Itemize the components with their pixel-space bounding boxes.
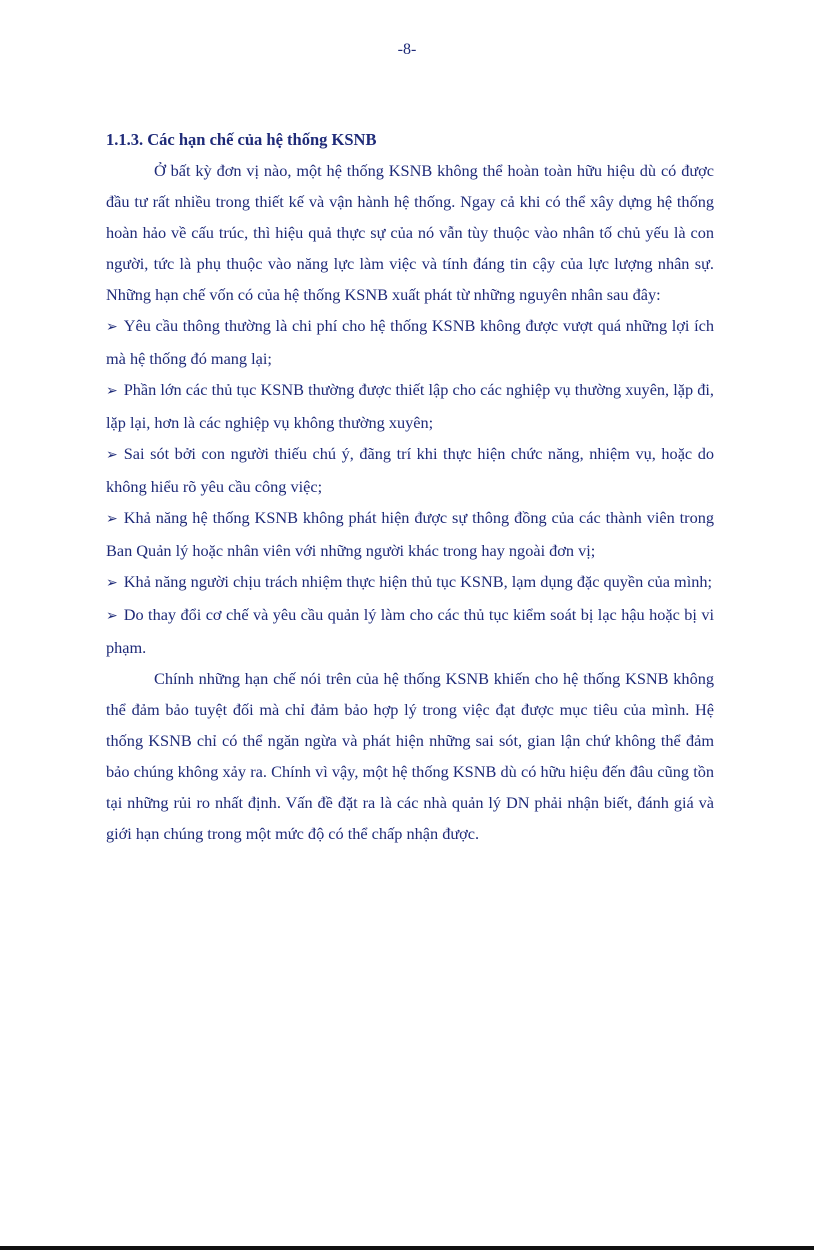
- arrow-bullet-icon: ➢: [106, 320, 118, 335]
- bullet-text: Khả năng người chịu trách nhiệm thực hiện thủ tục KSNB, lạm dụng đặc quyền của mình;: [123, 572, 713, 591]
- arrow-bullet-icon: ➢: [106, 576, 118, 591]
- bullet-text: Yêu cầu thông thường là chi phí cho hệ thống KSNB không được vượt quá những lợi ích mà hệ thống đó mang lại;: [106, 316, 714, 368]
- intro-paragraph: Ở bất kỳ đơn vị nào, một hệ thống KSNB không thể hoàn toàn hữu hiệu dù có được đầu tư rất nhiều trong thiết kế và vận hành hệ thống. Ngay cả khi có thể xây dựng hệ thống hoàn hảo về cấu trúc, thì hiệu quả thực sự của nó vẫn tùy thuộc vào nhân tố chủ yếu là con người, tức là phụ thuộc vào năng lực làm việc và tính đáng tin cậy của lực lượng nhân sự. Những hạn chế vốn có của hệ thống KSNB xuất phát từ những nguyên nhân sau đây:: [106, 161, 714, 304]
- arrow-bullet-icon: ➢: [106, 384, 118, 399]
- bullet-item: [106, 438, 714, 502]
- page-number: -8-: [397, 41, 417, 58]
- bullet-item: [106, 566, 714, 599]
- bullet-text: Phần lớn các thủ tục KSNB thường được thiết lập cho các nghiệp vụ thường xuyên, lặp đi, lặp lại, hơn là các nghiệp vụ không thường xuyên;: [106, 380, 714, 432]
- bullet-text: Do thay đổi cơ chế và yêu cầu quản lý làm cho các thủ tục kiểm soát bị lạc hậu hoặc bị vi phạm.: [106, 605, 714, 657]
- bottom-border: [0, 1246, 814, 1250]
- bullet-item: [106, 502, 714, 566]
- bullet-text: Khả năng hệ thống KSNB không phát hiện được sự thông đồng của các thành viên trong Ban Quản lý hoặc nhân viên với những người khác trong hay ngoài đơn vị;: [106, 508, 714, 560]
- bullet-item: [106, 599, 714, 663]
- bullet-item: [106, 374, 714, 438]
- conclusion-paragraph: Chính những hạn chế nói trên của hệ thống KSNB khiến cho hệ thống KSNB không thể đảm bảo tuyệt đối mà chỉ đảm bảo hợp lý trong việc đạt được mục tiêu của mình. Hệ thống KSNB chỉ có thể ngăn ngừa và phát hiện những sai sót, gian lận chứ không thể đảm bảo chúng không xảy ra. Chính vì vậy, một hệ thống KSNB dù có hữu hiệu đến đâu cũng tồn tại những rủi ro nhất định. Vấn đề đặt ra là các nhà quản lý DN phải nhận biết, đánh giá và giới hạn chúng trong một mức độ có thể chấp nhận được.: [106, 669, 714, 843]
- arrow-bullet-icon: ➢: [106, 609, 118, 624]
- document-body: [106, 124, 714, 849]
- section-heading: 1.1.3. Các hạn chế của hệ thống KSNB: [106, 130, 377, 149]
- arrow-bullet-icon: ➢: [106, 512, 118, 527]
- bullet-item: [106, 310, 714, 374]
- bullet-text: Sai sót bởi con người thiếu chú ý, đãng trí khi thực hiện chức năng, nhiệm vụ, hoặc do không hiểu rõ yêu cầu công việc;: [106, 444, 714, 496]
- arrow-bullet-icon: ➢: [106, 448, 118, 463]
